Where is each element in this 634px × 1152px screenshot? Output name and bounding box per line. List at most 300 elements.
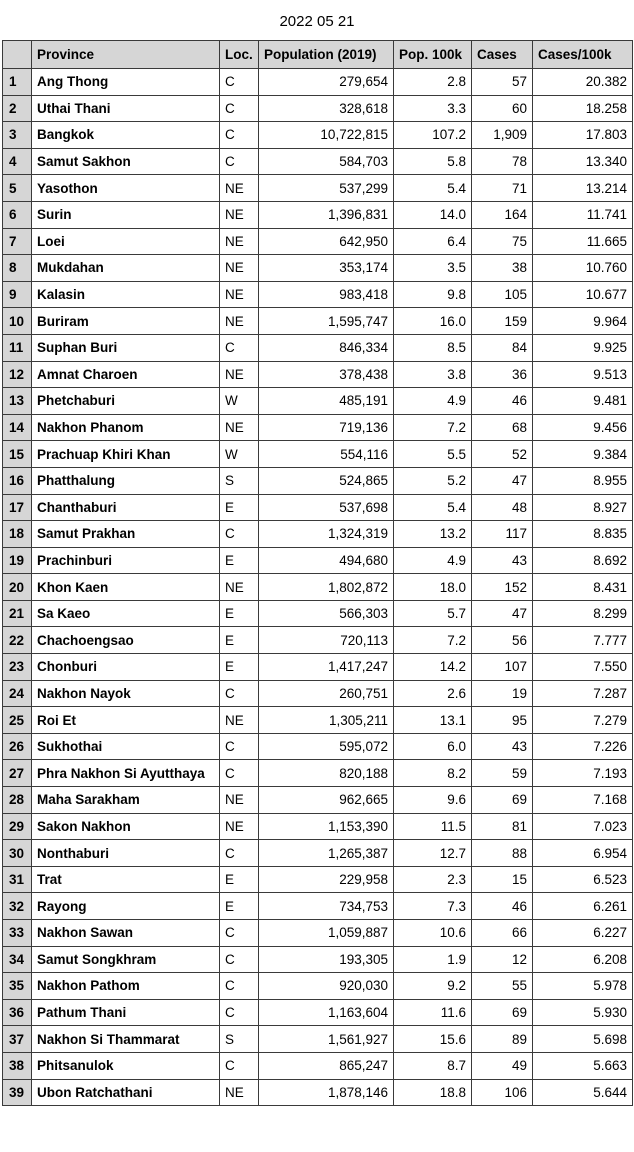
location-code: E (220, 494, 259, 521)
pop-100k-value: 5.5 (394, 441, 472, 468)
location-code: C (220, 760, 259, 787)
table-row (3, 281, 633, 308)
population-value: 820,188 (259, 760, 394, 787)
location-code: NE (220, 787, 259, 814)
cases-per-100k-value: 6.227 (533, 920, 633, 947)
province-name: Phatthalung (32, 467, 220, 494)
pop-100k-value: 8.7 (394, 1052, 472, 1079)
province-name: Chachoengsao (32, 627, 220, 654)
province-name: Amnat Charoen (32, 361, 220, 388)
cases-per-100k-value: 11.741 (533, 201, 633, 228)
province-name: Samut Prakhan (32, 521, 220, 548)
table-row (3, 574, 633, 601)
table-row (3, 521, 633, 548)
page-title: 2022 05 21 (279, 13, 355, 30)
location-code: E (220, 654, 259, 681)
population-value: 485,191 (259, 388, 394, 415)
population-value: 720,113 (259, 627, 394, 654)
population-value: 566,303 (259, 600, 394, 627)
row-index: 14 (3, 414, 32, 441)
row-index: 23 (3, 654, 32, 681)
location-code: NE (220, 175, 259, 202)
location-code: E (220, 627, 259, 654)
location-code: NE (220, 201, 259, 228)
cases-per-100k-value: 5.663 (533, 1052, 633, 1079)
table-row (3, 627, 633, 654)
table-row (3, 494, 633, 521)
table-row (3, 361, 633, 388)
pop-100k-value: 4.9 (394, 388, 472, 415)
province-table (2, 40, 633, 1106)
cases-value: 19 (472, 680, 533, 707)
table-header-row (3, 41, 633, 69)
population-value: 1,153,390 (259, 813, 394, 840)
row-index: 5 (3, 175, 32, 202)
row-index: 20 (3, 574, 32, 601)
table-row (3, 654, 633, 681)
pop-100k-value: 7.2 (394, 627, 472, 654)
table-row (3, 441, 633, 468)
row-index: 21 (3, 600, 32, 627)
population-value: 1,396,831 (259, 201, 394, 228)
table-row (3, 547, 633, 574)
cases-per-100k-value: 6.261 (533, 893, 633, 920)
table-row (3, 175, 633, 202)
row-index: 8 (3, 255, 32, 282)
pop-100k-value: 6.4 (394, 228, 472, 255)
cases-value: 84 (472, 334, 533, 361)
province-name: Samut Sakhon (32, 148, 220, 175)
population-value: 1,417,247 (259, 654, 394, 681)
cases-per-100k-value: 5.978 (533, 973, 633, 1000)
table-row (3, 866, 633, 893)
table-row (3, 893, 633, 920)
population-value: 719,136 (259, 414, 394, 441)
pop-100k-value: 18.8 (394, 1079, 472, 1106)
pop-100k-value: 2.3 (394, 866, 472, 893)
cases-per-100k-value: 8.692 (533, 547, 633, 574)
province-name: Buriram (32, 308, 220, 335)
cases-value: 38 (472, 255, 533, 282)
cases-value: 88 (472, 840, 533, 867)
cases-per-100k-value: 7.023 (533, 813, 633, 840)
table-row (3, 680, 633, 707)
population-value: 328,618 (259, 95, 394, 122)
pop-100k-value: 5.8 (394, 148, 472, 175)
location-code: NE (220, 574, 259, 601)
header-pop-100k: Pop. 100k (394, 41, 472, 69)
row-index: 39 (3, 1079, 32, 1106)
population-value: 1,561,927 (259, 1026, 394, 1053)
table-row (3, 813, 633, 840)
cases-per-100k-value: 7.287 (533, 680, 633, 707)
row-index: 9 (3, 281, 32, 308)
location-code: NE (220, 813, 259, 840)
province-name: Nakhon Si Thammarat (32, 1026, 220, 1053)
table-row (3, 733, 633, 760)
cases-value: 15 (472, 866, 533, 893)
cases-value: 49 (472, 1052, 533, 1079)
cases-per-100k-value: 13.214 (533, 175, 633, 202)
pop-100k-value: 107.2 (394, 122, 472, 149)
province-name: Uthai Thani (32, 95, 220, 122)
population-value: 524,865 (259, 467, 394, 494)
location-code: E (220, 866, 259, 893)
province-name: Chanthaburi (32, 494, 220, 521)
population-value: 962,665 (259, 787, 394, 814)
location-code: W (220, 388, 259, 415)
row-index: 11 (3, 334, 32, 361)
population-value: 642,950 (259, 228, 394, 255)
cases-value: 152 (472, 574, 533, 601)
pop-100k-value: 11.5 (394, 813, 472, 840)
cases-value: 60 (472, 95, 533, 122)
location-code: S (220, 467, 259, 494)
population-value: 920,030 (259, 973, 394, 1000)
province-name: Kalasin (32, 281, 220, 308)
cases-per-100k-value: 13.340 (533, 148, 633, 175)
pop-100k-value: 3.8 (394, 361, 472, 388)
cases-value: 105 (472, 281, 533, 308)
population-value: 378,438 (259, 361, 394, 388)
province-name: Nonthaburi (32, 840, 220, 867)
cases-per-100k-value: 7.777 (533, 627, 633, 654)
cases-value: 36 (472, 361, 533, 388)
cases-value: 1,909 (472, 122, 533, 149)
province-name: Sukhothai (32, 733, 220, 760)
cases-per-100k-value: 5.930 (533, 999, 633, 1026)
cases-per-100k-value: 6.523 (533, 866, 633, 893)
table-row (3, 760, 633, 787)
pop-100k-value: 14.2 (394, 654, 472, 681)
pop-100k-value: 10.6 (394, 920, 472, 947)
cases-per-100k-value: 17.803 (533, 122, 633, 149)
row-index: 6 (3, 201, 32, 228)
pop-100k-value: 5.4 (394, 494, 472, 521)
table-row (3, 840, 633, 867)
row-index: 10 (3, 308, 32, 335)
location-code: C (220, 999, 259, 1026)
row-index: 29 (3, 813, 32, 840)
cases-value: 43 (472, 547, 533, 574)
province-name: Yasothon (32, 175, 220, 202)
population-value: 537,299 (259, 175, 394, 202)
population-value: 494,680 (259, 547, 394, 574)
row-index: 33 (3, 920, 32, 947)
location-code: S (220, 1026, 259, 1053)
population-value: 595,072 (259, 733, 394, 760)
population-value: 260,751 (259, 680, 394, 707)
row-index: 16 (3, 467, 32, 494)
cases-value: 78 (472, 148, 533, 175)
cases-value: 69 (472, 787, 533, 814)
cases-value: 57 (472, 69, 533, 96)
table-row (3, 999, 633, 1026)
pop-100k-value: 1.9 (394, 946, 472, 973)
pop-100k-value: 9.6 (394, 787, 472, 814)
cases-value: 71 (472, 175, 533, 202)
table-row (3, 946, 633, 973)
row-index: 35 (3, 973, 32, 1000)
location-code: C (220, 973, 259, 1000)
province-name: Suphan Buri (32, 334, 220, 361)
cases-value: 81 (472, 813, 533, 840)
table-row (3, 334, 633, 361)
location-code: NE (220, 255, 259, 282)
row-index: 17 (3, 494, 32, 521)
row-index: 27 (3, 760, 32, 787)
population-value: 1,802,872 (259, 574, 394, 601)
location-code: NE (220, 1079, 259, 1106)
location-code: C (220, 733, 259, 760)
cases-per-100k-value: 8.927 (533, 494, 633, 521)
cases-per-100k-value: 8.431 (533, 574, 633, 601)
province-name: Khon Kaen (32, 574, 220, 601)
cases-per-100k-value: 7.279 (533, 707, 633, 734)
pop-100k-value: 13.2 (394, 521, 472, 548)
pop-100k-value: 5.7 (394, 600, 472, 627)
cases-per-100k-value: 7.168 (533, 787, 633, 814)
table-row (3, 920, 633, 947)
location-code: C (220, 69, 259, 96)
pop-100k-value: 11.6 (394, 999, 472, 1026)
cases-per-100k-value: 9.964 (533, 308, 633, 335)
table-row (3, 414, 633, 441)
cases-value: 159 (472, 308, 533, 335)
population-value: 865,247 (259, 1052, 394, 1079)
cases-value: 46 (472, 893, 533, 920)
table-row (3, 600, 633, 627)
population-value: 584,703 (259, 148, 394, 175)
row-index: 15 (3, 441, 32, 468)
table-row (3, 388, 633, 415)
cases-value: 164 (472, 201, 533, 228)
header-cases-per-100k: Cases/100k (533, 41, 633, 69)
cases-per-100k-value: 8.835 (533, 521, 633, 548)
province-name: Chonburi (32, 654, 220, 681)
province-name: Mukdahan (32, 255, 220, 282)
row-index: 12 (3, 361, 32, 388)
location-code: C (220, 521, 259, 548)
cases-per-100k-value: 6.954 (533, 840, 633, 867)
pop-100k-value: 8.5 (394, 334, 472, 361)
province-name: Loei (32, 228, 220, 255)
population-value: 10,722,815 (259, 122, 394, 149)
row-index: 7 (3, 228, 32, 255)
population-value: 1,265,387 (259, 840, 394, 867)
row-index: 38 (3, 1052, 32, 1079)
table-row (3, 1052, 633, 1079)
location-code: C (220, 1052, 259, 1079)
province-name: Prachuap Khiri Khan (32, 441, 220, 468)
location-code: NE (220, 361, 259, 388)
cases-per-100k-value: 8.299 (533, 600, 633, 627)
cases-value: 68 (472, 414, 533, 441)
location-code: C (220, 840, 259, 867)
cases-per-100k-value: 6.208 (533, 946, 633, 973)
province-name: Trat (32, 866, 220, 893)
header-province: Province (32, 41, 220, 69)
cases-per-100k-value: 9.456 (533, 414, 633, 441)
province-name: Roi Et (32, 707, 220, 734)
row-index: 31 (3, 866, 32, 893)
row-index: 19 (3, 547, 32, 574)
row-index: 4 (3, 148, 32, 175)
location-code: W (220, 441, 259, 468)
cases-per-100k-value: 9.481 (533, 388, 633, 415)
row-index: 32 (3, 893, 32, 920)
population-value: 353,174 (259, 255, 394, 282)
row-index: 1 (3, 69, 32, 96)
location-code: NE (220, 281, 259, 308)
cases-value: 55 (472, 973, 533, 1000)
pop-100k-value: 7.2 (394, 414, 472, 441)
table-row (3, 201, 633, 228)
pop-100k-value: 18.0 (394, 574, 472, 601)
province-name: Nakhon Phanom (32, 414, 220, 441)
cases-per-100k-value: 10.760 (533, 255, 633, 282)
location-code: C (220, 334, 259, 361)
cases-value: 43 (472, 733, 533, 760)
province-name: Ang Thong (32, 69, 220, 96)
row-index: 34 (3, 946, 32, 973)
cases-per-100k-value: 8.955 (533, 467, 633, 494)
population-value: 983,418 (259, 281, 394, 308)
cases-per-100k-value: 18.258 (533, 95, 633, 122)
cases-value: 117 (472, 521, 533, 548)
province-name: Sakon Nakhon (32, 813, 220, 840)
row-index: 3 (3, 122, 32, 149)
province-name: Phetchaburi (32, 388, 220, 415)
location-code: C (220, 95, 259, 122)
pop-100k-value: 13.1 (394, 707, 472, 734)
cases-per-100k-value: 7.226 (533, 733, 633, 760)
table-row (3, 122, 633, 149)
cases-value: 95 (472, 707, 533, 734)
pop-100k-value: 7.3 (394, 893, 472, 920)
table-row (3, 467, 633, 494)
province-name: Surin (32, 201, 220, 228)
row-index: 36 (3, 999, 32, 1026)
cases-value: 46 (472, 388, 533, 415)
cases-value: 56 (472, 627, 533, 654)
province-name: Phra Nakhon Si Ayutthaya (32, 760, 220, 787)
pop-100k-value: 15.6 (394, 1026, 472, 1053)
pop-100k-value: 9.8 (394, 281, 472, 308)
header-population: Population (2019) (259, 41, 394, 69)
cases-value: 12 (472, 946, 533, 973)
population-value: 1,305,211 (259, 707, 394, 734)
table-row (3, 308, 633, 335)
province-name: Nakhon Nayok (32, 680, 220, 707)
cases-per-100k-value: 20.382 (533, 69, 633, 96)
header-index (3, 41, 32, 69)
table-row (3, 1079, 633, 1106)
province-name: Nakhon Sawan (32, 920, 220, 947)
pop-100k-value: 9.2 (394, 973, 472, 1000)
location-code: E (220, 600, 259, 627)
province-name: Nakhon Pathom (32, 973, 220, 1000)
province-name: Maha Sarakham (32, 787, 220, 814)
cases-value: 107 (472, 654, 533, 681)
population-value: 193,305 (259, 946, 394, 973)
cases-value: 48 (472, 494, 533, 521)
location-code: NE (220, 414, 259, 441)
pop-100k-value: 5.4 (394, 175, 472, 202)
row-index: 25 (3, 707, 32, 734)
pop-100k-value: 5.2 (394, 467, 472, 494)
population-value: 1,878,146 (259, 1079, 394, 1106)
cases-per-100k-value: 9.384 (533, 441, 633, 468)
province-name: Prachinburi (32, 547, 220, 574)
pop-100k-value: 14.0 (394, 201, 472, 228)
table-row (3, 228, 633, 255)
cases-value: 106 (472, 1079, 533, 1106)
pop-100k-value: 16.0 (394, 308, 472, 335)
pop-100k-value: 6.0 (394, 733, 472, 760)
pop-100k-value: 2.6 (394, 680, 472, 707)
location-code: C (220, 148, 259, 175)
location-code: E (220, 893, 259, 920)
location-code: C (220, 122, 259, 149)
pop-100k-value: 8.2 (394, 760, 472, 787)
location-code: NE (220, 228, 259, 255)
row-index: 18 (3, 521, 32, 548)
province-name: Samut Songkhram (32, 946, 220, 973)
location-code: C (220, 946, 259, 973)
table-row (3, 69, 633, 96)
pop-100k-value: 2.8 (394, 69, 472, 96)
cases-per-100k-value: 10.677 (533, 281, 633, 308)
cases-value: 89 (472, 1026, 533, 1053)
cases-value: 47 (472, 467, 533, 494)
population-value: 537,698 (259, 494, 394, 521)
pop-100k-value: 3.5 (394, 255, 472, 282)
population-value: 1,163,604 (259, 999, 394, 1026)
location-code: NE (220, 308, 259, 335)
cases-value: 66 (472, 920, 533, 947)
province-name: Sa Kaeo (32, 600, 220, 627)
row-index: 37 (3, 1026, 32, 1053)
cases-per-100k-value: 9.513 (533, 361, 633, 388)
cases-value: 69 (472, 999, 533, 1026)
population-value: 279,654 (259, 69, 394, 96)
row-index: 13 (3, 388, 32, 415)
cases-per-100k-value: 7.193 (533, 760, 633, 787)
location-code: C (220, 920, 259, 947)
pop-100k-value: 3.3 (394, 95, 472, 122)
table-row (3, 707, 633, 734)
cases-value: 52 (472, 441, 533, 468)
table-body (3, 69, 633, 1106)
population-value: 1,059,887 (259, 920, 394, 947)
province-name: Bangkok (32, 122, 220, 149)
cases-per-100k-value: 7.550 (533, 654, 633, 681)
location-code: NE (220, 707, 259, 734)
header-cases: Cases (472, 41, 533, 69)
row-index: 22 (3, 627, 32, 654)
row-index: 26 (3, 733, 32, 760)
population-value: 554,116 (259, 441, 394, 468)
header-location: Loc. (220, 41, 259, 69)
population-value: 1,324,319 (259, 521, 394, 548)
pop-100k-value: 4.9 (394, 547, 472, 574)
row-index: 2 (3, 95, 32, 122)
row-index: 28 (3, 787, 32, 814)
location-code: E (220, 547, 259, 574)
province-name: Ubon Ratchathani (32, 1079, 220, 1106)
province-name: Rayong (32, 893, 220, 920)
